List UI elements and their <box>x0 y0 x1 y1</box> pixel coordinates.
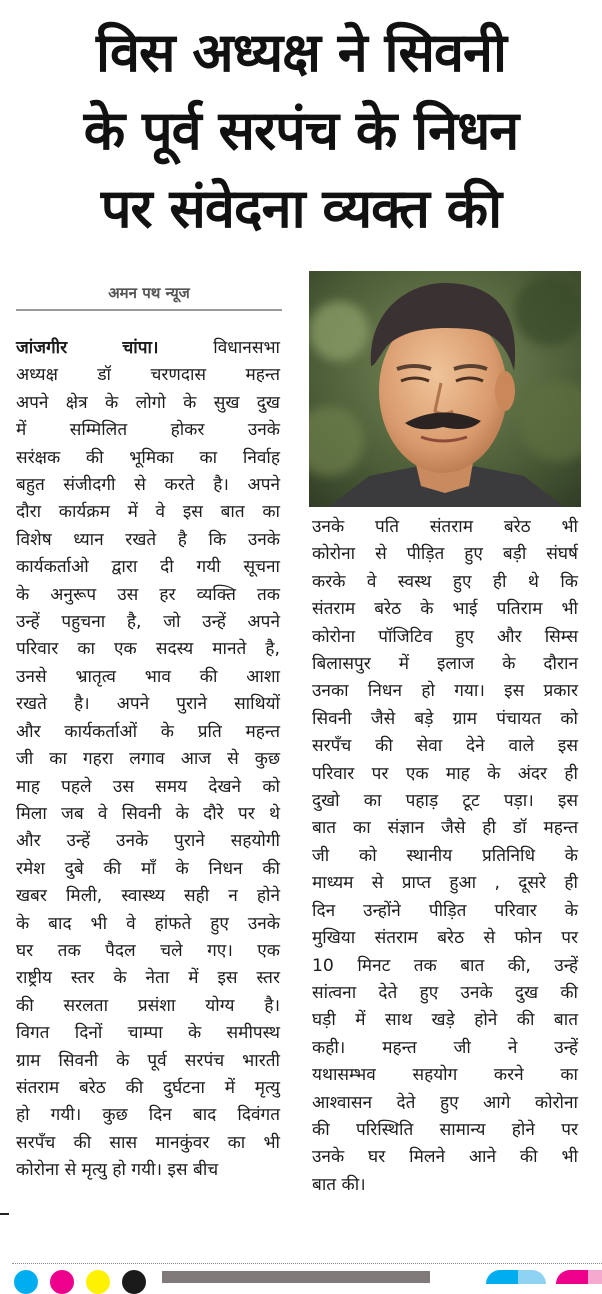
body-line: अपने क्षेत्र के लोगो के सुख दुख <box>16 392 280 413</box>
swatch-magenta <box>556 1270 588 1284</box>
body-line: उन्हें पहुचना है, जो उन्हें अपने <box>16 612 280 633</box>
body-line: और उन्हें उनके पुराने सहयोगी <box>16 831 280 852</box>
registration-dot-cyan <box>14 1270 38 1294</box>
article-right-column <box>312 514 578 1199</box>
body-line: सरंक्षक की भूमिका का निर्वाह <box>16 447 280 468</box>
body-line: और कार्यकर्ताओं के प्रति महन्त <box>16 721 280 742</box>
body-line: दुखो का पहाड़ टूट पड़ा। इस <box>312 791 578 812</box>
swatch-cyan <box>486 1270 518 1284</box>
headline-line: पर संवेदना व्यक्त की <box>100 177 502 240</box>
body-line: बात की। <box>312 1174 366 1195</box>
body-line: हो गयी। कुछ दिन बाद दिवंगत <box>16 1105 280 1126</box>
body-line: के बाद भी वे हांफते हुए उनके <box>16 913 280 934</box>
body-line: मुखिया संतराम बरेठ से फोन पर <box>312 928 578 949</box>
body-line: कोरोना से पीड़ित हुए बड़ी संघर्ष <box>312 544 578 565</box>
headline-line: के पूर्व सरपंच के निधन <box>83 99 519 162</box>
body-line: यथासम्भव सहयोग करने का <box>312 1065 578 1086</box>
headline-line: विस अध्यक्ष ने सिवनी <box>96 21 506 84</box>
headline <box>0 14 602 248</box>
body-line: माध्यम से प्राप्त हुआ , दूसरे ही <box>312 873 578 894</box>
body-line <box>16 335 280 362</box>
body-line: घर तक पैदल चले गए। एक <box>16 940 280 961</box>
body-line: करके वे स्वस्थ हुए ही थे कि <box>312 571 578 592</box>
body-text: विधानसभा <box>213 338 280 358</box>
body-line: जी का गहरा लगाव आज से कुछ <box>16 749 280 770</box>
article-left-column <box>16 335 280 1185</box>
body-line: 10 मिनट तक बात की, उन्हें <box>312 955 578 976</box>
registration-dot-magenta <box>50 1270 74 1294</box>
body-line: सरपँच की सेवा देने वाले इस <box>312 736 578 757</box>
body-line: के अनुरूप उस हर व्यक्ति तक <box>16 584 280 605</box>
body-line: बिलासपुर में इलाज के दौरान <box>312 654 578 675</box>
body-line: में सम्मिलित होकर उनके <box>16 420 280 441</box>
body-line: उनके पति संतराम बरेठ भी <box>312 517 578 537</box>
body-line: जी को स्थानीय प्रतिनिधि के <box>312 845 578 866</box>
body-line: विशेष ध्यान रखते है कि उनके <box>16 529 280 550</box>
body-line: संतराम बरेठ के भाई पतिराम भी <box>312 599 578 620</box>
body-line: सरपँच की सास मानकुंवर का भी <box>16 1132 280 1153</box>
body-line: सांत्वना देते हुए उनके दुख की <box>312 982 578 1003</box>
body-line: बहुत संजीदगी से करते है। अपने <box>16 475 280 496</box>
body-line: कही। महन्त जी ने उन्हें <box>312 1037 578 1058</box>
registration-dot-black <box>122 1270 146 1294</box>
grey-color-bar <box>162 1271 430 1283</box>
body-line: की सरलता प्रसंशा योग्य है। <box>16 995 280 1016</box>
registration-dot-yellow <box>86 1270 110 1294</box>
cut-mark <box>0 1213 9 1215</box>
body-line: दिन उन्होंने पीड़ित परिवार के <box>312 900 578 921</box>
body-line: कोरोना से मृत्यु हो गयी। इस बीच <box>16 1160 219 1181</box>
body-line: सिवनी जैसे बड़े ग्राम पंचायत को <box>312 708 578 729</box>
body-line: खबर मिली, स्वास्थ्य सही न होने <box>16 886 280 907</box>
body-line: परिवार का एक सदस्य मानते है, <box>16 639 280 660</box>
body-line: दौरा कार्यक्रम में वे इस बात का <box>16 502 280 523</box>
body-line: घड़ी में साथ खड़े होने की बात <box>312 1010 578 1031</box>
body-line: आश्वासन देते हुए आगे कोरोना <box>312 1092 578 1113</box>
body-line: उनके घर मिलने आने की भी <box>312 1147 578 1168</box>
body-line: बात का संज्ञान जैसे ही डॉ महन्त <box>312 818 578 839</box>
body-line: ग्राम सिवनी के पूर्व सरपंच भारती <box>16 1050 280 1071</box>
body-line: रमेश दुबे की माँ के निधन की <box>16 858 280 879</box>
body-line: मिला जब वे सिवनी के दौरे पर थे <box>16 803 280 824</box>
swatch-light-magenta <box>588 1270 602 1284</box>
swatch-light-cyan <box>518 1270 546 1284</box>
body-line: की परिस्थिति सामान्य होने पर <box>312 1119 578 1140</box>
portrait-image <box>309 271 581 507</box>
body-line: माह पहले उस समय देखने को <box>16 776 280 797</box>
ear-right <box>495 371 515 411</box>
body-line: परिवार पर एक माह के अंदर ही <box>312 763 578 784</box>
body-line: कोरोना पॉजिटिव हुए और सिम्स <box>312 626 578 647</box>
body-line: अध्यक्ष डॉ चरणदास महन्त <box>16 365 280 386</box>
dotted-rule <box>12 1263 602 1264</box>
portrait-photo <box>309 271 581 507</box>
body-line: उनसे भ्रातृत्व भाव की आशा <box>16 666 280 687</box>
body-line: संतराम बरेठ की दुर्घटना में मृत्यु <box>16 1077 280 1098</box>
body-line: रखते है। अपने पुराने साथियों <box>16 694 280 715</box>
body-line: उनका निधन हो गया। इस प्रकार <box>312 681 578 702</box>
byline: अमन पथ न्यूज <box>16 283 282 311</box>
body-line: कार्यकर्ताओ द्वारा दी गयी सूचना <box>16 557 280 578</box>
dateline: जांजगीर चांपा। <box>16 338 159 358</box>
body-line: राष्ट्रीय स्तर के नेता में इस स्तर <box>16 968 280 989</box>
body-line: विगत दिनों चाम्पा के समीपस्थ <box>16 1023 280 1044</box>
